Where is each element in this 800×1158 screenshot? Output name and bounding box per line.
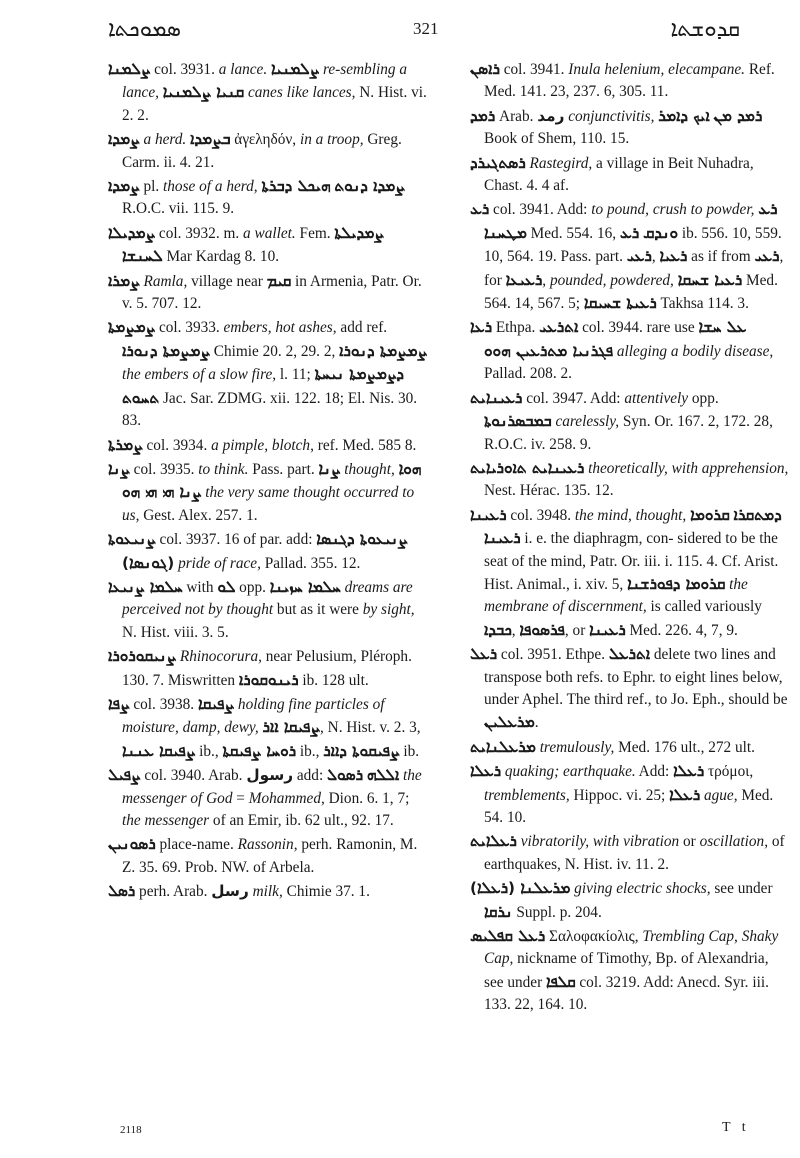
reference-text: add — [336, 319, 363, 337]
reference-text: Pallad. — [260, 554, 307, 572]
gloss-text: carelessly, — [555, 413, 620, 431]
gloss-text: by sight, — [362, 601, 415, 619]
syriac-headword: رسول — [246, 766, 294, 785]
gloss-text: of moisture, damp, dewy, — [122, 695, 385, 737]
syriac-headword: ܪܥܠܐ — [673, 762, 705, 781]
reference-text: N. Hist. vi. 2. 2. — [122, 84, 427, 124]
gloss-text: attentively — [624, 389, 689, 407]
reference-text: Chimie 20. 2, 29. 2, — [209, 342, 336, 360]
syriac-headword: ܨܡܨܡܬܐ — [108, 318, 156, 337]
reference-text: with — [182, 578, 218, 596]
reference-text: col. 3932. m. — [155, 224, 244, 242]
dictionary-entry — [470, 457, 790, 503]
syriac-headword: ܨܡܪܬܐ — [108, 435, 143, 454]
reference-text: add: — [293, 767, 328, 785]
syriac-headword: ܐܬܪܥܝ — [539, 318, 579, 337]
reference-text: Takhsa 114. 3. — [656, 295, 749, 313]
syriac-headword: ܨܡܨܡܬܐ ܕܢܘܪܐ — [122, 341, 210, 360]
syriac-headword: ܡܪܥܠܢܐ (ܪܥܠܐ) — [470, 879, 571, 898]
dictionary-entry — [108, 128, 428, 174]
syriac-headword: ܩܪܘܡܐ ܕܦܘܪܫܢܐ — [627, 574, 726, 593]
syriac-headword: ܩܠܦܐ — [546, 972, 576, 991]
gloss-text: Rastegird, — [529, 154, 593, 172]
gloss-text: a herd. — [143, 131, 187, 149]
reference-text: col. 3944. rare use — [578, 319, 695, 337]
reference-text: nickname of Timothy, Bp. of — [513, 950, 694, 968]
syriac-headword: ܪܥܠܐܝܬ — [470, 832, 517, 851]
reference-text: 272 ult. — [704, 738, 755, 756]
gloss-text: thought occurred to us, — [122, 484, 415, 524]
gloss-text: the very same — [205, 484, 290, 502]
dictionary-entry — [108, 434, 428, 457]
reference-text: ref. — [313, 436, 339, 454]
gloss-text: embers, hot ashes, — [223, 319, 337, 337]
reference-text: opp. — [688, 389, 719, 407]
syriac-headword: ܨܦܝܩܐ — [197, 694, 235, 713]
reference-text: col. 3941. Add: — [489, 201, 592, 219]
gloss-text: Trembling Cap, — [642, 928, 738, 946]
syriac-headword: ܨܡܨܡܬܐ ܕܢܘܪܐ — [339, 341, 428, 360]
dictionary-entry — [470, 504, 790, 642]
syriac-headword: ܐܠܠܗ — [366, 766, 400, 785]
reference-text: Greg. Carm. ii. 4. 21. — [122, 131, 402, 171]
reference-text: ἀγεληδόν, — [230, 131, 300, 149]
reference-text: Arab. — [495, 107, 538, 125]
syriac-headword: ܐܝܟ ܕܐܡܪ — [658, 106, 710, 125]
gloss-text: a pimple, blotch, — [211, 436, 314, 454]
gloss-text: Mohammed, — [248, 789, 325, 807]
reference-text: Syn. Or. 167. 2, 172. — [619, 413, 750, 431]
gloss-text: oscillation, — [699, 833, 769, 851]
gloss-text: vibratorily, with vibration — [520, 833, 680, 851]
gloss-text: pounded, powdered, — [549, 271, 674, 289]
dictionary-entry — [108, 833, 428, 879]
gloss-text: sembling a lance, — [122, 61, 407, 102]
dictionary-entry — [108, 693, 428, 763]
dictionary-entry — [470, 877, 790, 924]
reference-text: under — [733, 880, 773, 898]
reference-text: col. 3931. — [150, 61, 219, 78]
syriac-headword: ܪܥܠܐ — [669, 785, 701, 804]
reference-text: N. Hist. viii. 3. 5. — [122, 623, 229, 641]
syriac-headword: ܪܝܢܘܩܘܪܐ — [238, 670, 299, 689]
reference-text: Nest. Hérac. 135. 12. — [484, 482, 614, 500]
reference-text: see — [710, 880, 734, 898]
reference-text: Med. 554. 16, — [526, 224, 620, 242]
syriac-headword: ܨܡܕܐ — [108, 130, 140, 149]
syriac-headword: رسل — [211, 882, 249, 901]
reference-text: Pallad. 208. 2. — [484, 365, 572, 383]
dictionary-entry — [108, 880, 428, 903]
reference-text: Alexandria, see under — [484, 950, 769, 991]
syriac-headword: ܕܨܡܨܡܬܐ ܢܝܚܬܐ ܬܚܘܬ — [122, 365, 404, 407]
reference-text: col. 3947. Add: — [522, 389, 625, 407]
dictionary-entry — [470, 760, 790, 829]
reference-text: two lines and transpose both refs. to Ephr. — [484, 646, 776, 686]
reference-text: , or — [564, 621, 586, 639]
gloss-text: Rassonin, — [237, 836, 298, 854]
reference-text: 128 ult. — [318, 671, 369, 689]
syriac-headword: ܪܥܝܬܐ ܫܚܝܩܐ — [583, 294, 657, 313]
reference-text: or — [679, 833, 696, 851]
reference-text: Med. 54. 10. — [484, 786, 774, 826]
reference-text: were — [325, 601, 363, 619]
reference-text: col. 3948. — [506, 506, 575, 524]
reference-text: 567. 5; — [533, 295, 584, 313]
reference-text: col. 3935. — [129, 460, 199, 478]
syriac-headword: ܪܥܠ — [470, 645, 498, 664]
reference-text: Chimie 37. 1. — [282, 883, 370, 901]
syriac-headword: ܩܪܘܡܐ — [690, 505, 730, 524]
page-number: 321 — [412, 19, 439, 38]
reference-text: i. e. the diaphragm, con- — [520, 530, 674, 548]
gloss-text: quaking; earthquake. — [504, 763, 636, 781]
syriac-headword: ܥܠ ܚܫܐ ܦܓܪܢܝܐ ܡܬܪܥܝܢ ܗܘܘ — [484, 318, 747, 360]
dictionary-entry — [108, 528, 428, 575]
gloss-text: the messenger of God — [122, 767, 422, 807]
reference-text: Ramonin, M. Z. 35. 69. Prob. NW. of — [122, 836, 418, 876]
syriac-headword: ܪܥܠܐ — [470, 762, 502, 781]
dictionary-entry — [470, 316, 790, 385]
reference-text: col. 3933. — [155, 319, 224, 337]
syriac-headword: ܨܠܡܢܐ — [108, 60, 151, 78]
gloss-text: Shaky Cap, — [484, 928, 779, 968]
dictionary-entry — [108, 458, 428, 527]
gloss-text: re- — [319, 61, 341, 78]
reference-text: ib. — [399, 742, 420, 760]
syriac-headword: ܨܢܝܥܘܬܐ — [108, 530, 156, 549]
syriac-headword: ܪܥܝ — [626, 247, 652, 266]
syriac-headword: ܨܦܝܩܐ ܐܐܪ — [262, 718, 320, 737]
reference-text: Suppl. p. 204. — [512, 903, 602, 921]
gloss-text: tremulously, — [539, 738, 615, 756]
gloss-text: thought, — [344, 460, 395, 478]
dictionary-entry — [108, 764, 428, 832]
reference-text: Patr. Or. v. 5. 707. 12. — [122, 272, 422, 313]
reference-text: Nuhadra, Chast. 4. 4 af. — [484, 154, 754, 195]
reference-text: Ethpa. — [492, 319, 540, 337]
syriac-headword: ܗܝܟܠ ܕܒܪܬܐ — [261, 177, 331, 196]
syriac-headword: ܪܥܝܥܐ — [505, 270, 543, 289]
reference-text: col. 3941. — [499, 61, 569, 78]
syriac-headword: ܚܠܡܐ ܨܢܝܥܐ — [108, 577, 183, 596]
reference-text: to eight lines below, under Aphel. The third — [484, 668, 783, 708]
dictionary-entry — [470, 736, 790, 759]
syriac-headword: ܡܪܥܠܢܐܝܬ — [470, 737, 536, 756]
reference-text: Hippoc. vi. 25; — [569, 786, 670, 804]
syriac-headword: ܪܥܝܐ ܫܚܩܐ — [677, 270, 743, 289]
syriac-headword: ܪܣܠ — [108, 882, 136, 901]
dictionary-entry — [470, 58, 790, 104]
reference-text: Anecd. Syr. iii. 133. 22, 164. 10. — [484, 973, 769, 1014]
reference-text: opp. — [235, 578, 270, 596]
reference-text: Gest. Alex. 257. 1. — [139, 506, 258, 524]
syriac-headword: ܨܦܝܠ — [108, 766, 141, 785]
gloss-text: the mind, thought, — [574, 506, 687, 524]
gloss-text: dreams are perceived — [122, 578, 413, 619]
gloss-text: in a troop, — [299, 131, 364, 149]
reference-text: col. 3938. — [129, 695, 198, 713]
footer-signature: 2118 — [120, 1124, 142, 1136]
gloss-text: the messenger — [122, 812, 210, 829]
syriac-headword: ܨܢܝܩܘܪܘܪܐ — [108, 647, 177, 666]
reference-text: pl. — [139, 178, 164, 196]
reference-text: ref., to Jo. Eph., should be — [623, 690, 788, 708]
reference-text: as if from — [687, 248, 755, 266]
syriac-headword: رمد — [537, 106, 565, 125]
reference-text: Σαλοφακίολις, — [545, 928, 643, 946]
syriac-headword: ܨܦܝܩܐ ܥܢܢܐ — [122, 741, 196, 760]
dictionary-entry — [108, 175, 428, 221]
reference-text: Med. 176 ult., — [614, 738, 705, 756]
syriac-headword: ܒܡܒܣܪܢܘܬܐ — [484, 412, 552, 431]
reference-text: . — [534, 714, 539, 732]
dictionary-entry — [108, 316, 428, 432]
gloss-text: to think. — [198, 460, 249, 478]
reference-text: perh. Arab. — [135, 883, 212, 901]
gloss-text: pride of race, — [178, 554, 261, 572]
reference-text: but as it — [273, 601, 326, 619]
reference-text: Pass. part. — [248, 460, 319, 478]
reference-text: Ref. Med. 141. 23, 237. 6, 305. 11. — [484, 61, 775, 101]
footer-gathering-mark: T t — [722, 1120, 750, 1135]
gloss-text: a lance. — [218, 61, 268, 78]
reference-text: Med. 226. 4, 7, 9. — [625, 621, 738, 639]
syriac-headword: ܪܣܘܢܝܢ — [108, 835, 156, 854]
gloss-text: the membrane of discernment, — [484, 575, 748, 616]
dictionary-entry — [108, 645, 428, 692]
syriac-headword: ܪܥܝܢܐܝܬ — [470, 388, 523, 407]
reference-text: village near — [187, 272, 267, 290]
syriac-headword: ܪܥܝ — [754, 247, 780, 266]
gloss-text: Inula helenium, elecampane. — [568, 61, 745, 78]
syriac-headword: ܟܒܕܐ — [484, 620, 512, 639]
dictionary-entry — [470, 643, 790, 735]
dictionary-entry — [470, 830, 790, 876]
syriac-headword: ܪܡܕ — [470, 106, 496, 125]
reference-text: ZDMG. xii. 122. 18; El. Nis. 30. 83. — [122, 389, 418, 430]
syriac-headword: ܨܢܝܥܘܬܐ ܕܓܢܣܐ (ܓܘܢܣܐ) — [122, 530, 408, 572]
syriac-headword: ܪܥܠ ܩܦܠܝܣ — [470, 927, 546, 946]
gloss-text: holding fine particles — [237, 695, 369, 713]
syriac-headword: ܪܥ — [619, 223, 640, 242]
reference-text: is called variously — [646, 598, 762, 616]
reference-text: a village in Beit — [592, 154, 694, 172]
syriac-headword: ܒܨܡܕܐ — [190, 130, 231, 149]
reference-text: place-name. — [155, 836, 238, 854]
gloss-text: Ramla, — [143, 272, 188, 290]
syriac-headword: ܨܡܕܐ — [108, 177, 140, 196]
syriac-headword: ܠܘ — [217, 577, 236, 596]
syriac-headword: ܠܚܢܫܐ — [122, 247, 163, 266]
reference-text: ib. 556. 10, 559. 10, 564. 19. Pass. — [484, 224, 782, 266]
reference-text: of earthquakes, N. Hist. iv. 11. 2. — [484, 833, 785, 873]
reference-text: near Pelusium, — [261, 648, 357, 666]
syriac-headword: ܨܦܝܩܘܬܐ ܕܐܐܪ — [323, 741, 400, 760]
gloss-text: the embers of a slow fire, — [122, 366, 277, 384]
dictionary-entry — [470, 152, 790, 198]
syriac-headword: ܘܢܕܩ — [642, 223, 679, 242]
syriac-headword: ܢܪܩܐ — [484, 902, 513, 921]
gloss-text: not by thought — [184, 601, 274, 619]
running-head-right: ܩܕܘܫܬܐ — [670, 16, 740, 42]
syriac-headword: ܗܘܐ ܨܢܐ ܗܝ ܗܝ ܗܘ — [122, 459, 422, 502]
syriac-headword: ܪܥ ܡܛܚܢܐ — [484, 200, 778, 242]
reference-text: perh. — [297, 836, 333, 854]
reference-text: in Armenia, — [291, 272, 368, 290]
reference-text: iii. i. 115. 4. Cf. Arist. Hist. Animal., i. xiv. 5, — [484, 552, 779, 593]
reference-text: , for — [484, 248, 784, 289]
reference-text: ib. — [298, 671, 319, 689]
dictionary-entry — [108, 270, 428, 316]
reference-text: of an Emir, ib. — [209, 812, 302, 829]
reference-text: 28, R.O.C. iv. 258. 9. — [484, 413, 773, 453]
reference-text: Med. 564. 14, — [484, 271, 778, 313]
syriac-headword: ܨܦܐ — [108, 694, 130, 713]
syriac-headword: ܪܘܚܐ ܨܦܝܩܬܐ — [222, 741, 297, 760]
reference-text: = — [232, 789, 249, 807]
syriac-headword: ܪܐܣܢ — [470, 60, 500, 78]
reference-text: col. 3219. Add: — [575, 973, 674, 991]
gloss-text: alleging a bodily disease, — [616, 342, 774, 360]
reference-text: col. 3937. 16 of par. add: — [155, 531, 313, 549]
reference-text: Dion. 6. 1, 7; — [324, 789, 410, 807]
reference-text: Arbela. — [265, 858, 315, 876]
reference-text: τρόμοι, — [704, 763, 754, 781]
syriac-headword: ܪܥܝܢܐ — [470, 505, 507, 524]
gloss-text: those of a herd, — [163, 178, 258, 196]
reference-text: col. 3940. Arab. — [140, 767, 247, 785]
syriac-headword: ܨܠܡܢܝܐ — [270, 60, 320, 78]
syriac-headword: ܪܥܝܢܐ — [589, 620, 626, 639]
syriac-headword: ܪܥܝܢܐܝܬ ܬܐܘܪܝܐܝܬ — [470, 458, 585, 477]
reference-text: col. 3951. Ethpe. — [497, 646, 609, 664]
syriac-headword: ܨܡܕܝܠܐ — [108, 223, 156, 242]
reference-text: R.O.C. vii. 115. 9. — [122, 200, 235, 218]
dictionary-entry — [470, 198, 790, 315]
reference-text: Add: — [635, 763, 674, 781]
gloss-text: giving electric shocks, — [574, 880, 711, 898]
gloss-text: a wallet. — [243, 224, 296, 242]
right-column — [470, 58, 790, 1018]
syriac-headword: ܦܪܣܘܦܐ — [519, 620, 565, 639]
reference-text: delete — [650, 646, 691, 664]
reference-text: Med. 585 8. — [338, 436, 417, 454]
dictionary-entry — [108, 222, 428, 269]
reference-text: l. 11; — [276, 366, 315, 384]
syriac-headword: ܡܪܥܠܝܢ — [484, 713, 535, 732]
syriac-headword: ܕܡܬܩܪܐ ܪܥܝܢܐ — [484, 505, 782, 548]
reference-text: part. — [591, 248, 627, 266]
reference-text: Pléroph. 130. 7. Miswritten — [122, 648, 412, 689]
gloss-text: milk, — [252, 883, 283, 901]
left-column — [108, 58, 428, 905]
gloss-text: to pound, crush to — [591, 201, 703, 219]
syriac-headword: ܨܡܕܝܠܬܐ — [334, 223, 384, 242]
reference-text: col. 3934. — [142, 436, 212, 454]
syriac-headword: ܪܡܕ ܡܢ — [713, 106, 763, 125]
gloss-text: canes like lances, — [247, 84, 356, 102]
syriac-headword: ܨܢܐ — [108, 459, 130, 478]
syriac-headword: ܪܥܝܐ — [659, 247, 688, 266]
page-header — [108, 14, 740, 44]
gloss-text: ague, — [703, 786, 738, 804]
reference-text: ib., — [296, 742, 324, 760]
reference-text: sidered to be the seat of the mind, Patr. Or. — [484, 530, 778, 570]
reference-text: Book of Shem, 110. 15. — [484, 130, 630, 148]
reference-text: Mar Kardag 8. 10. — [162, 248, 280, 266]
syriac-headword: ܨܡܕܐ ܕܢܘܬ — [334, 177, 405, 196]
reference-text: 62 ult., 92. 17. — [301, 812, 394, 829]
dictionary-entry — [470, 925, 790, 1017]
dictionary-entry — [108, 576, 428, 644]
dictionary-entry — [470, 387, 790, 456]
reference-text: , — [651, 248, 660, 266]
reference-text: , N. Hist. — [320, 719, 376, 737]
dictionary-entry — [470, 105, 790, 151]
syriac-headword: ܨܢܐ — [318, 459, 341, 478]
reference-text: Jac. Sar. — [159, 389, 214, 407]
syriac-headword: ܚܠܡܐ ܚܙܝܢܐ — [269, 577, 341, 596]
syriac-headword: ܪܣܬܓܝܪܕ — [470, 153, 526, 172]
gloss-text: powder, — [706, 201, 755, 219]
reference-text: Fem. — [295, 224, 335, 242]
gloss-text: Rhinocorura, — [179, 648, 262, 666]
gloss-text: conjunctivitis, — [568, 107, 655, 125]
reference-text: v. 2. 3, — [375, 719, 421, 737]
reference-text: 355. 12. — [306, 554, 361, 572]
running-head-left: ܣܡܘܟܬܐ — [108, 16, 181, 42]
gloss-text: theoretically, with apprehension, — [588, 459, 789, 477]
syriac-headword: ܐܬܪܥܠ — [608, 645, 651, 664]
reference-text: , — [542, 271, 547, 289]
syriac-headword: ܪܥ — [470, 200, 490, 219]
syriac-headword: ܩܢܝܐ ܨܠܡܢܝܐ — [162, 83, 245, 102]
gloss-text: tremblements, — [484, 786, 570, 804]
syriac-headword: ܪܣܘܠ — [327, 766, 364, 785]
syriac-headword: ܩܝܡ — [266, 271, 292, 290]
reference-text: ref. — [362, 319, 388, 337]
dictionary-entry — [108, 58, 428, 127]
syriac-headword: ܪܥܐ — [470, 318, 492, 337]
reference-text: , — [511, 621, 520, 639]
reference-text: ib., — [195, 742, 223, 760]
syriac-headword: ܨܡܪܐ — [108, 271, 140, 290]
